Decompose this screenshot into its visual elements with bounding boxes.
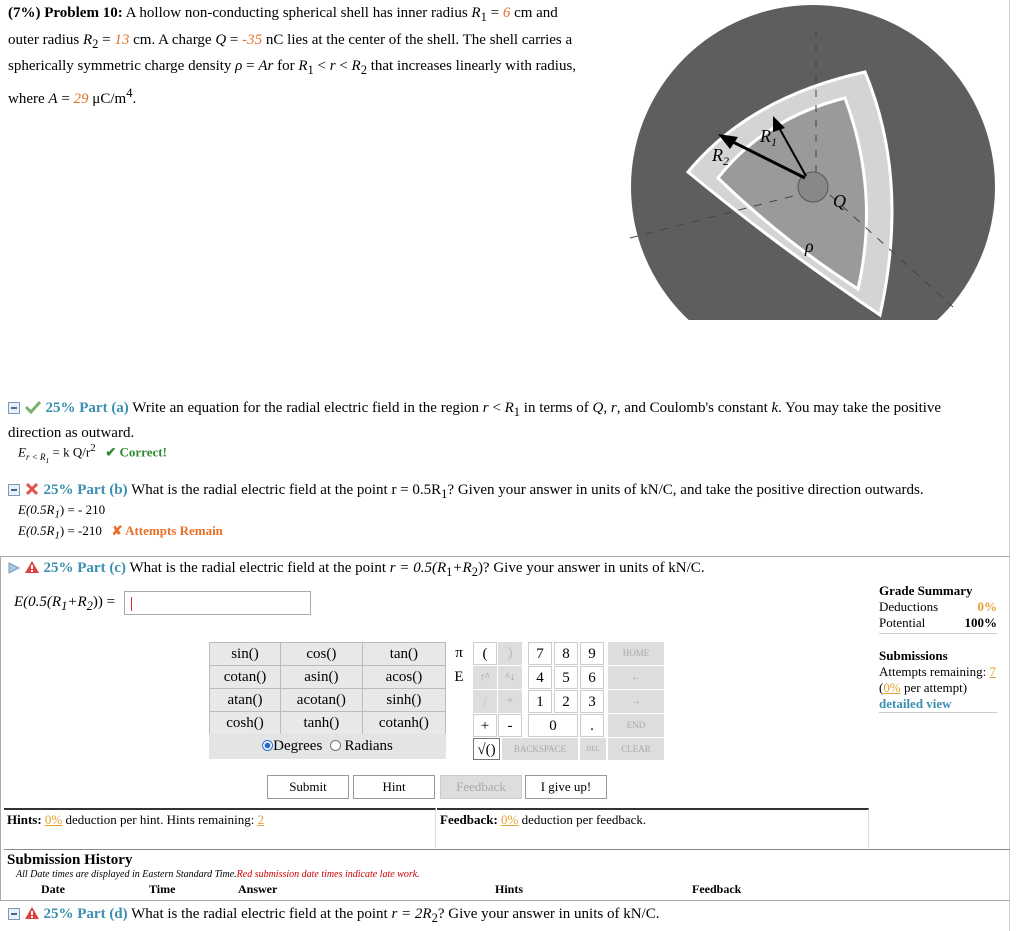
question-text: Write an equation for the radial electric field in the region	[132, 400, 483, 416]
text: spherically symmetric charge density	[8, 58, 236, 74]
answer-lhs: E(0.5R	[18, 502, 55, 517]
r2-sym: R	[712, 145, 723, 165]
col-feedback: Feedback	[692, 882, 742, 896]
feedback-text: deduction per feedback.	[518, 812, 647, 827]
sqrt-key[interactable]: √()	[473, 738, 500, 760]
feedback-percent: 0%	[501, 812, 519, 827]
text: cm and	[510, 5, 558, 21]
open-paren-key[interactable]: (	[473, 642, 497, 665]
collapse-icon[interactable]	[8, 484, 20, 496]
backspace-key[interactable]: BACKSPACE	[502, 738, 578, 760]
function-keypad	[209, 642, 446, 735]
sub: 1	[480, 10, 487, 24]
question-text: r = 0.5R	[391, 482, 442, 498]
sub: 1	[441, 487, 448, 501]
warning-icon	[24, 906, 40, 920]
digit-key[interactable]: 8	[554, 642, 578, 665]
part-percent: 25%	[45, 400, 76, 416]
question-text: What is the radial electric field at the point	[131, 482, 392, 498]
label-text: +R	[67, 594, 87, 610]
digit-key[interactable]: 4	[528, 666, 552, 689]
question-text: in terms of	[520, 400, 593, 416]
question-text: k	[771, 400, 779, 416]
divide-key[interactable]: /	[473, 690, 497, 713]
sup: 4	[126, 85, 133, 100]
radians-label: Radians	[344, 738, 393, 754]
close-paren-key[interactable]: )	[498, 642, 522, 665]
digit-key[interactable]: 1	[528, 690, 552, 713]
answer-value: ) = - 210	[59, 502, 106, 517]
feedback-button[interactable]: Feedback	[440, 775, 522, 799]
zero-key[interactable]: 0	[528, 714, 578, 737]
collapse-icon[interactable]	[8, 908, 20, 920]
r1-sym: R	[760, 126, 771, 146]
feedback-bar	[437, 808, 869, 848]
part-percent: 25%	[43, 482, 74, 498]
function-key[interactable]: cotanh()	[362, 712, 445, 735]
history-note	[4, 869, 1010, 880]
r2-sub: 2	[723, 154, 729, 168]
submission-history	[4, 849, 1010, 898]
function-key[interactable]: sin()	[210, 643, 281, 666]
function-key[interactable]: sinh()	[362, 689, 445, 712]
answer-lhs: E	[18, 444, 26, 460]
dot-key[interactable]: .	[580, 714, 604, 737]
symbol: R	[471, 5, 481, 21]
text: where	[8, 90, 49, 107]
part-d: 25% Part (d) What is the radial electric field at the point $r = 2R_2$? Give your answer in units of kN/C.	[8, 904, 659, 929]
part-c-left-border	[0, 556, 1, 901]
answer-sub: r < R	[25, 451, 46, 462]
give-up-button[interactable]: I give up!	[525, 775, 607, 799]
function-key[interactable]: acotan()	[280, 689, 362, 712]
col-answer: Answer	[238, 882, 278, 896]
text: =	[57, 90, 74, 107]
text: cm. A charge	[129, 31, 216, 48]
digit-key[interactable]: 5	[554, 666, 578, 689]
question-text: What is the radial electric field at the point	[129, 560, 390, 576]
sub: 2	[92, 36, 99, 51]
text: that increases linearly with radius,	[366, 58, 577, 74]
text: =	[242, 58, 259, 74]
text: .	[132, 90, 137, 107]
r1-sub: 1	[771, 135, 777, 149]
question-text: direction as outward.	[8, 425, 135, 441]
function-key[interactable]: asin()	[280, 666, 362, 689]
warning-icon	[24, 560, 40, 574]
radians-radio[interactable]	[330, 740, 341, 751]
history-header	[4, 880, 1010, 898]
per-attempt-text: per attempt)	[900, 680, 968, 695]
right-divider	[1009, 0, 1010, 931]
late-note: Red submission date times indicate late work.	[236, 869, 420, 880]
function-key[interactable]: tan()	[362, 643, 445, 666]
deductions-label: Deductions	[879, 599, 939, 614]
function-key[interactable]: cos()	[280, 643, 362, 666]
r1-value: 6	[502, 5, 511, 21]
sub: 2	[360, 63, 367, 77]
function-key[interactable]: cotan()	[210, 666, 281, 689]
attempts-value: 7	[989, 664, 996, 679]
question-text: r = 2R	[391, 906, 432, 922]
symbol: Q	[215, 31, 227, 48]
e-key[interactable]: E	[454, 669, 464, 685]
answer-value: = k Q/r	[49, 444, 91, 460]
submit-button[interactable]: Submit	[267, 775, 349, 799]
correct-status: ✔ Correct!	[105, 444, 167, 460]
end-key[interactable]: END	[608, 714, 664, 737]
x-mark-icon	[24, 482, 40, 496]
minus-key[interactable]: -	[498, 714, 522, 737]
text: <	[335, 58, 352, 74]
detailed-view-link[interactable]: detailed view	[879, 696, 997, 713]
col-hints: Hints	[495, 882, 524, 896]
text: =	[226, 31, 243, 48]
symbol: r	[329, 58, 336, 74]
paren: (	[879, 680, 884, 695]
function-key[interactable]: acos()	[362, 666, 445, 689]
digit-key[interactable]: 6	[580, 666, 604, 689]
answer-row: $E(0.5R_1) = -210$ ✘ Attempts Remain	[18, 522, 223, 542]
answer-sup: 2	[90, 442, 96, 454]
text: μC/m	[88, 90, 127, 107]
expand-arrow-icon[interactable]	[8, 562, 20, 574]
text: <	[313, 58, 330, 74]
symbol: R	[82, 31, 93, 48]
multiply-key[interactable]: *	[498, 690, 522, 713]
part-percent: 25%	[43, 906, 74, 922]
symbol: Ar	[258, 58, 274, 74]
problem-weight: (7%)	[8, 5, 41, 21]
degrees-radio[interactable]	[262, 740, 273, 751]
symbol: A	[48, 90, 58, 107]
potential-value: 100%	[964, 615, 997, 630]
right-arrow-key[interactable]: →	[608, 690, 664, 713]
part-percent: 25%	[43, 560, 74, 576]
part-title: Part (c)	[77, 560, 126, 576]
r2-value: 13	[114, 31, 130, 48]
spherical-shell-figure	[560, 0, 1000, 320]
question-text: . You may take the positive	[778, 400, 942, 416]
answer-lhs: E(0.5R	[18, 522, 55, 538]
question-text: r = 0.5(R	[389, 560, 447, 576]
digit-key[interactable]: 9	[580, 642, 604, 665]
text: outer radius	[8, 31, 83, 48]
problem-statement	[8, 2, 618, 110]
part-b-answers	[18, 502, 223, 543]
col-date: Date	[41, 882, 65, 896]
attempts-label: Attempts remaining:	[879, 664, 990, 679]
symbol: R	[298, 58, 308, 74]
rho-label: ρ	[805, 236, 814, 256]
question-text: +R	[452, 560, 472, 576]
left-arrow-key[interactable]: ←	[608, 666, 664, 689]
digit-key[interactable]: 7	[528, 642, 552, 665]
col-time: Time	[149, 882, 176, 896]
part-title: Part (d)	[77, 906, 128, 922]
part-c-bottom-border	[0, 900, 1010, 901]
per-attempt-value: 0%	[883, 680, 901, 695]
part-a-answer	[18, 442, 167, 465]
text-cursor	[131, 597, 132, 611]
answer-value: ) = -210	[59, 522, 102, 538]
question-text: What is the radial electric field at the point	[131, 906, 392, 922]
potential-row	[879, 615, 997, 634]
text: nC lies at the center of the shell. The shell carries a	[262, 31, 573, 48]
per-attempt	[879, 680, 997, 696]
function-key[interactable]: tanh()	[280, 712, 362, 735]
part-c: 25% Part (c) What is the radial electric field at the point $r = 0.5(R_1+R_2)$? Give your answer in units of kN/C.	[8, 558, 705, 583]
question-text: , and Coulomb's constant	[616, 400, 772, 416]
hint-button[interactable]: Hint	[353, 775, 435, 799]
answer-row: $E(0.5R_1)$ = - 210	[18, 502, 106, 521]
grade-summary	[879, 583, 997, 713]
grade-summary-title: Grade Summary	[879, 583, 973, 598]
del-key[interactable]: DEL	[580, 738, 606, 760]
hints-percent: 0%	[44, 812, 63, 827]
answer-label: $E(0.5(R_1+R_2))$ =	[14, 594, 116, 613]
submissions-title: Submissions	[879, 648, 948, 663]
pi-key[interactable]: π	[446, 642, 472, 665]
up-caret-key[interactable]: ↑^	[473, 666, 497, 689]
feedback-label: Feedback:	[440, 812, 498, 827]
clear-key[interactable]: CLEAR	[608, 738, 664, 760]
symbol: R	[351, 58, 361, 74]
a-value: 29	[73, 90, 89, 107]
angle-mode	[209, 734, 446, 759]
text: for	[273, 58, 299, 74]
answer-input[interactable]	[124, 591, 311, 615]
q-label: Q	[833, 191, 846, 211]
hints-remaining: 2	[257, 812, 265, 827]
down-caret-key[interactable]: ^↓	[498, 666, 522, 689]
problem-label: Problem 10:	[44, 5, 123, 21]
part-title: Part (a)	[79, 400, 129, 416]
hints-text: deduction per hint. Hints remaining:	[62, 812, 258, 827]
part-title: Part (b)	[77, 482, 128, 498]
answer-subsub: 1	[45, 455, 50, 465]
label-text: E(0.5(R	[14, 594, 62, 610]
digit-key[interactable]: 2	[554, 690, 578, 713]
history-title: Submission History	[7, 852, 133, 868]
text: =	[486, 5, 503, 21]
collapse-icon[interactable]	[8, 402, 20, 414]
question-text: ? Given your answer in units of kN/C, and take the positive direction outwards.	[447, 482, 924, 498]
symbol: ρ	[235, 58, 243, 74]
potential-label: Potential	[879, 615, 926, 630]
question-text: ? Give your answer in units of kN/C.	[437, 906, 660, 922]
number-keypad	[446, 642, 664, 760]
sub: 1	[307, 63, 314, 77]
hints-label: Hints:	[7, 812, 42, 827]
part-a: 25% Part (a) Write an equation for the radial electric field in the region $r < R_1$ in terms of Q, r, and Coulomb's constant k. You may take the positive direction as outward.	[8, 400, 942, 441]
function-key[interactable]: atan()	[210, 689, 281, 712]
q-value: -35	[242, 31, 263, 48]
deductions-row	[879, 599, 997, 615]
hints-bar	[4, 808, 436, 848]
attempts-remaining	[879, 664, 997, 680]
history-note-text: All Date times are displayed in Eastern Standard Time.	[16, 869, 237, 880]
label-text: )) =	[92, 594, 116, 610]
attempts-remain-status: ✘ Attempts Remain	[111, 522, 223, 538]
function-key[interactable]: cosh()	[210, 712, 281, 735]
degrees-label: Degrees	[273, 738, 323, 754]
home-key[interactable]: HOME	[608, 642, 664, 665]
plus-key[interactable]: +	[473, 714, 497, 737]
text: A hollow non-conducting spherical shell has inner radius	[125, 5, 472, 21]
part-c-top-border	[0, 556, 1010, 557]
text: =	[98, 31, 115, 48]
question-text: )? Give your answer in units of kN/C.	[477, 560, 705, 576]
digit-key[interactable]: 3	[580, 690, 604, 713]
deductions-value: 0%	[977, 599, 997, 614]
checkmark-icon	[24, 400, 42, 414]
